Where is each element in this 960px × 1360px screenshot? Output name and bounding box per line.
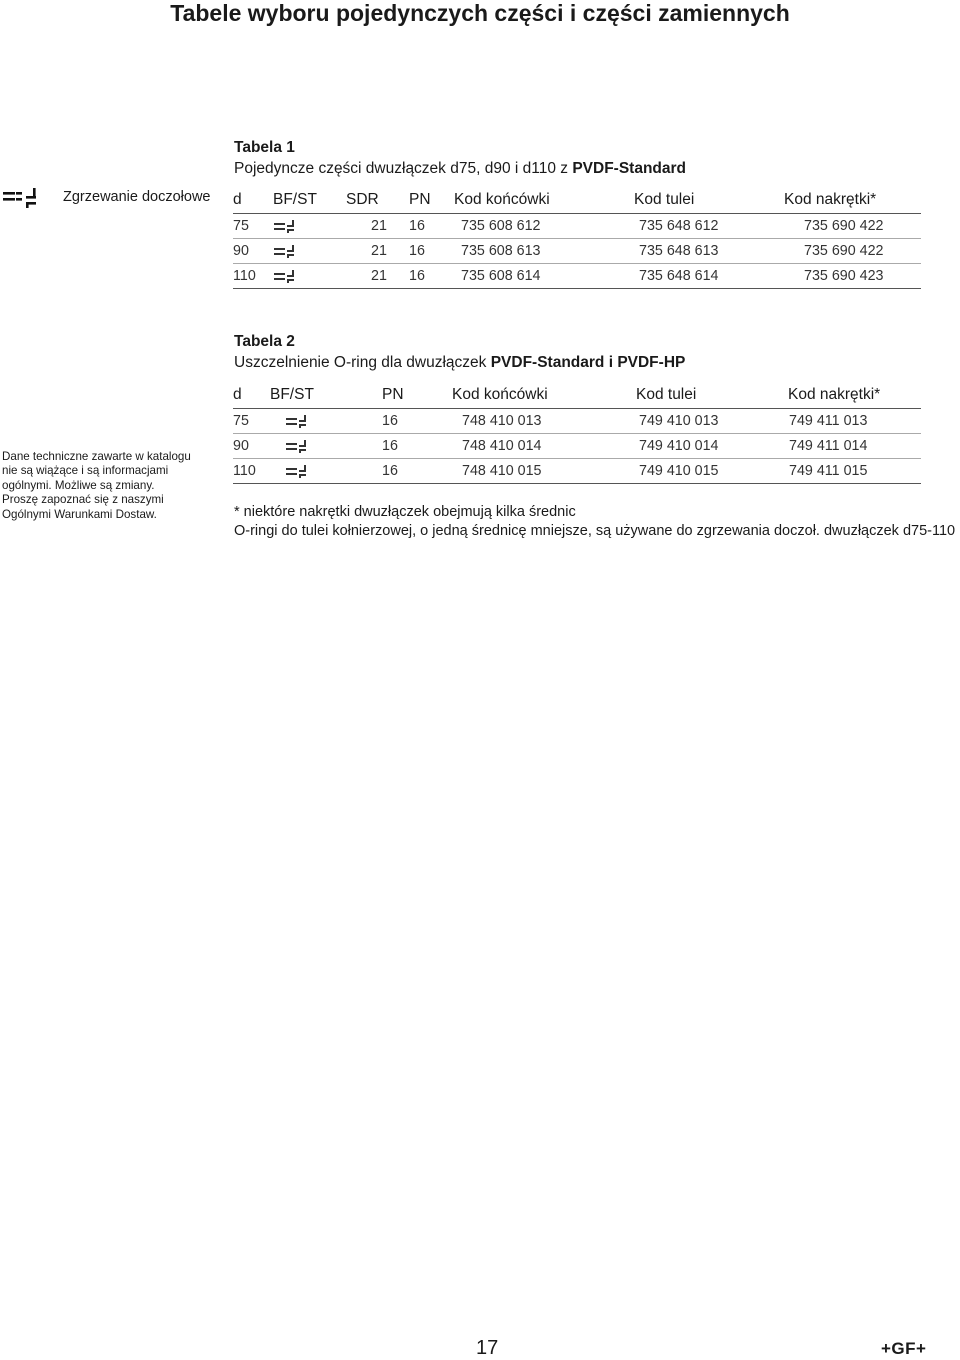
col-header-nut-code: Kod nakrętki* xyxy=(784,187,921,214)
cell-sdr: 21 xyxy=(346,214,409,239)
table1-subtitle: Pojedyncze części dwuzłączek d75, d90 i d110 z PVDF-Standard xyxy=(234,160,687,177)
page-number: 17 xyxy=(476,1337,499,1359)
cell-nut-code: 749 411 014 xyxy=(788,434,921,459)
table2 xyxy=(233,382,921,484)
cell-nut-code: 735 690 422 xyxy=(784,214,921,239)
col-header-sleeve-code: Kod tulei xyxy=(636,382,788,409)
cell-nut-code: 735 690 422 xyxy=(784,239,921,264)
cell-pn: 16 xyxy=(409,214,454,239)
cell-end-code: 748 410 015 xyxy=(452,459,636,484)
table-row xyxy=(233,434,921,459)
cell-sleeve-code: 735 648 613 xyxy=(634,239,784,264)
table-header-row xyxy=(233,382,921,409)
cell-d: 90 xyxy=(233,434,270,459)
cell-bfst xyxy=(270,434,382,459)
section-label: Zgrzewanie doczołowe xyxy=(63,189,211,205)
page-title: Tabele wyboru pojedynczych części i części zamiennych xyxy=(170,0,790,26)
cell-sleeve-code: 735 648 612 xyxy=(634,214,784,239)
cell-pn: 16 xyxy=(382,434,452,459)
cell-bfst xyxy=(273,239,346,264)
butt-fusion-icon xyxy=(285,414,307,428)
col-header-d: d xyxy=(233,187,273,214)
cell-end-code: 735 608 612 xyxy=(454,214,634,239)
cell-bfst xyxy=(273,264,346,289)
cell-pn: 16 xyxy=(382,459,452,484)
table2-subtitle: Uszczelnienie O-ring dla dwuzłączek PVDF-Standard i PVDF-HP xyxy=(234,354,686,371)
table-row xyxy=(233,214,921,239)
table2-title: Tabela 2 xyxy=(234,333,295,350)
butt-fusion-icon xyxy=(273,244,295,258)
cell-sdr: 21 xyxy=(346,264,409,289)
table-row xyxy=(233,409,921,434)
cell-nut-code: 749 411 013 xyxy=(788,409,921,434)
cell-end-code: 748 410 013 xyxy=(452,409,636,434)
butt-fusion-icon xyxy=(273,219,295,233)
cell-end-code: 735 608 614 xyxy=(454,264,634,289)
col-header-nut-code: Kod nakrętki* xyxy=(788,382,921,409)
cell-pn: 16 xyxy=(409,239,454,264)
cell-bfst xyxy=(273,214,346,239)
table-row xyxy=(233,264,921,289)
cell-d: 110 xyxy=(233,264,273,289)
col-header-end-code: Kod końcówki xyxy=(454,187,634,214)
butt-fusion-icon xyxy=(285,439,307,453)
cell-pn: 16 xyxy=(409,264,454,289)
table1-title: Tabela 1 xyxy=(234,139,295,156)
col-header-end-code: Kod końcówki xyxy=(452,382,636,409)
butt-fusion-icon xyxy=(273,269,295,283)
footnote: * niektóre nakrętki dwuzłączek obejmują kilka średnic xyxy=(234,504,576,520)
col-header-sleeve-code: Kod tulei xyxy=(634,187,784,214)
cell-bfst xyxy=(270,409,382,434)
cell-d: 75 xyxy=(233,409,270,434)
col-header-bfst: BF/ST xyxy=(273,187,346,214)
cell-d: 110 xyxy=(233,459,270,484)
table-row xyxy=(233,459,921,484)
table1-caption xyxy=(234,137,686,179)
cell-d: 75 xyxy=(233,214,273,239)
table-header-row xyxy=(233,187,921,214)
butt-fusion-icon xyxy=(2,186,38,208)
table-row xyxy=(233,239,921,264)
cell-pn: 16 xyxy=(382,409,452,434)
table2-caption xyxy=(234,331,685,373)
butt-fusion-icon xyxy=(285,464,307,478)
cell-sleeve-code: 749 410 015 xyxy=(636,459,788,484)
col-header-sdr: SDR xyxy=(346,187,409,214)
cell-sleeve-code: 749 410 014 xyxy=(636,434,788,459)
col-header-pn: PN xyxy=(382,382,452,409)
col-header-bfst: BF/ST xyxy=(270,382,382,409)
oring-note: O-ringi do tulei kołnierzowej, o jedną średnicę mniejsze, są używane do zgrzewania doczoł. dwuzłączek d75-110 xyxy=(234,523,956,539)
table1 xyxy=(233,187,921,289)
cell-d: 90 xyxy=(233,239,273,264)
cell-nut-code: 749 411 015 xyxy=(788,459,921,484)
cell-sdr: 21 xyxy=(346,239,409,264)
cell-sleeve-code: 735 648 614 xyxy=(634,264,784,289)
cell-bfst xyxy=(270,459,382,484)
disclaimer-note: Dane techniczne zawarte w katalogu nie są wiążące i są informacjami ogólnymi. Możliwe są zmiany. Proszę zapoznać się z naszymi Ogólnymi Warunkami Dostaw. xyxy=(2,450,191,521)
cell-end-code: 748 410 014 xyxy=(452,434,636,459)
cell-nut-code: 735 690 423 xyxy=(784,264,921,289)
cell-sleeve-code: 749 410 013 xyxy=(636,409,788,434)
brand-logo: +GF+ xyxy=(881,1339,927,1358)
col-header-d: d xyxy=(233,382,270,409)
col-header-pn: PN xyxy=(409,187,454,214)
cell-end-code: 735 608 613 xyxy=(454,239,634,264)
